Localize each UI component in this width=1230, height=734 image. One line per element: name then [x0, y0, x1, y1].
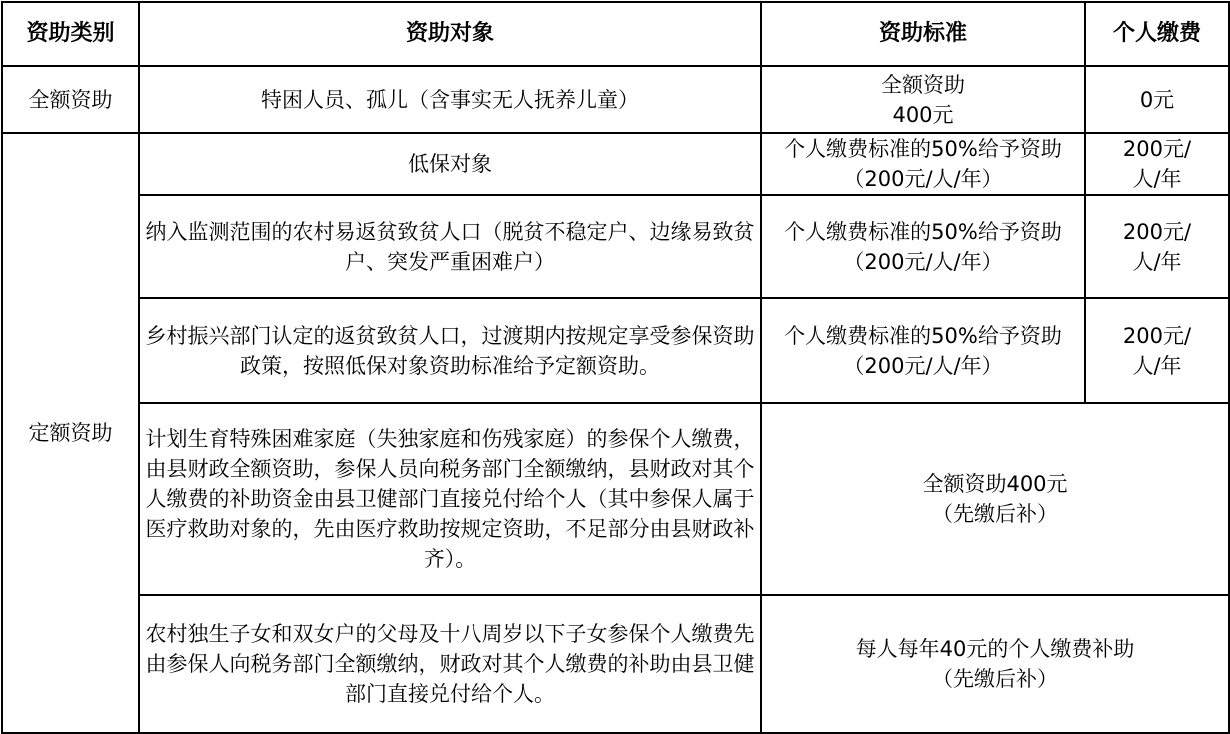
payment-cell: 200元/ 人/年: [1085, 195, 1229, 298]
header-object: 资助对象: [139, 2, 761, 66]
table-row: [2, 595, 1229, 733]
header-row: [2, 2, 1229, 66]
object-cell: 特困人员、孤儿（含事实无人抚养儿童）: [139, 66, 761, 133]
payment-cell: 200元/ 人/年: [1085, 133, 1229, 195]
payment-cell: 200元/ 人/年: [1085, 298, 1229, 403]
standard-payment-cell: 每人每年40元的个人缴费补助 （先缴后补）: [761, 595, 1229, 733]
table-row: [2, 66, 1229, 133]
standard-cell: 全额资助 400元: [761, 66, 1085, 133]
header-category: 资助类别: [2, 2, 139, 66]
header-standard: 资助标准: [761, 2, 1085, 66]
object-cell: 纳入监测范围的农村易返贫致贫人口（脱贫不稳定户、边缘易致贫户、突发严重困难户）: [139, 195, 761, 298]
table-row: [2, 133, 1229, 195]
header-payment: 个人缴费: [1085, 2, 1229, 66]
payment-cell: 0元: [1085, 66, 1229, 133]
object-cell: 农村独生子女和双女户的父母及十八周岁以下子女参保个人缴费先由参保人向税务部门全额缴纳，财政对其个人缴费的补助由县卫健部门直接兑付给个人。: [139, 595, 761, 733]
table-row: [2, 195, 1229, 298]
object-cell: 乡村振兴部门认定的返贫致贫人口，过渡期内按规定享受参保资助政策，按照低保对象资助标准给予定额资助。: [139, 298, 761, 403]
standard-cell: 个人缴费标准的50%给予资助 （200元/人/年）: [761, 133, 1085, 195]
object-cell: 计划生育特殊困难家庭（失独家庭和伤残家庭）的参保个人缴费，由县财政全额资助，参保人员向税务部门全额缴纳，县财政对其个人缴费的补助资金由县卫健部门直接兑付给个人（其中参保人属于医疗救助对象的，先由医疗救助按规定资助，不足部分由县财政补齐）。: [139, 403, 761, 595]
standard-cell: 个人缴费标准的50%给予资助 （200元/人/年）: [761, 298, 1085, 403]
standard-cell: 个人缴费标准的50%给予资助 （200元/人/年）: [761, 195, 1085, 298]
subsidy-table: [1, 1, 1230, 734]
object-cell: 低保对象: [139, 133, 761, 195]
table-row: [2, 298, 1229, 403]
standard-payment-cell: 全额资助400元 （先缴后补）: [761, 403, 1229, 595]
category-cell: 定额资助: [2, 133, 139, 733]
category-cell: 全额资助: [2, 66, 139, 133]
table-row: [2, 403, 1229, 595]
